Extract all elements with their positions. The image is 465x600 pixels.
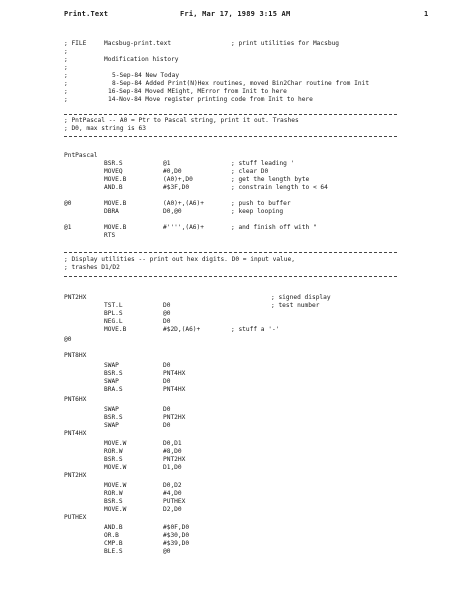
opcode: MOVE.W <box>104 506 127 513</box>
operand: (A0)+,(A6)+ <box>163 200 204 207</box>
history-entry <box>0 72 465 80</box>
opcode: SWAP <box>104 422 119 429</box>
opcode: MOVE.W <box>104 482 127 489</box>
opcode: CMP.B <box>104 540 123 547</box>
text: ; <box>64 88 68 95</box>
opcode: BSR.S <box>104 370 123 377</box>
opcode: MOVE.B <box>104 176 127 183</box>
operand: D0 <box>163 318 171 325</box>
operand: D0 <box>163 302 171 309</box>
separator-line <box>64 276 397 277</box>
code-row <box>0 472 465 480</box>
code-comment: ; push to buffer <box>231 200 291 207</box>
opcode: MOVE.B <box>104 200 127 207</box>
opcode: MOVEQ <box>104 168 123 175</box>
code-row <box>0 532 465 540</box>
text: ; <box>64 80 68 87</box>
file-label: ; FILE <box>64 40 87 47</box>
header-page-number: 1 <box>424 10 429 18</box>
opcode: BRA.S <box>104 386 123 393</box>
history-entry <box>0 80 465 88</box>
opcode: MOVE.W <box>104 464 127 471</box>
header-filename: Print.Text <box>64 10 109 18</box>
opcode: RTS <box>104 232 116 239</box>
code-row <box>0 422 465 430</box>
opcode: NEG.L <box>104 318 123 325</box>
code-row <box>0 548 465 556</box>
code-row <box>0 176 465 184</box>
operand: D1,D0 <box>163 464 182 471</box>
text: ; trashes D1/D2 <box>64 264 120 271</box>
code-row <box>0 448 465 456</box>
separator-line <box>64 136 397 137</box>
code-row <box>0 336 465 344</box>
pntpascal-label-line <box>0 152 465 160</box>
modification-title-line <box>0 56 465 64</box>
code-label: PNT4HX <box>64 430 87 437</box>
code-row <box>0 498 465 506</box>
comment-line <box>0 64 465 72</box>
opcode: OR.B <box>104 532 119 539</box>
opcode: BLE.S <box>104 548 123 555</box>
operand: PNT2HX <box>163 456 186 463</box>
separator-line <box>64 114 397 115</box>
operand: PNT4HX <box>163 386 186 393</box>
text: ; <box>64 64 68 71</box>
operand: #$2D,(A6)+ <box>163 326 201 333</box>
code-label: PNT2HX <box>64 472 87 479</box>
code-label: PNT2HX <box>64 294 87 301</box>
text: 14-Nov-84 Move register printing code from Init to here <box>108 96 313 103</box>
text: ; Display utilities -- print out hex digits. D0 = input value, <box>64 256 295 263</box>
opcode: ROR.W <box>104 490 123 497</box>
opcode: BSR.S <box>104 456 123 463</box>
code-label: @1 <box>64 224 72 231</box>
text: ; <box>64 56 68 63</box>
file-description: ; print utilities for Macsbug <box>231 40 340 47</box>
file-name: Macsbug-print.text <box>104 40 172 47</box>
history-entry <box>0 88 465 96</box>
code-comment: ; clear D0 <box>231 168 269 175</box>
code-row <box>0 396 465 404</box>
separator-line <box>64 252 397 253</box>
operand: D0 <box>163 422 171 429</box>
operand: #$39,D0 <box>163 540 190 547</box>
code-row <box>0 456 465 464</box>
file-line <box>0 40 465 48</box>
operand: D0,D1 <box>163 440 182 447</box>
code-comment: ; stuff leading ' <box>231 160 295 167</box>
code-row <box>0 540 465 548</box>
code-row <box>0 406 465 414</box>
history-entry <box>0 96 465 104</box>
modification-history-title: Modification history <box>104 56 179 63</box>
comment-line <box>0 48 465 56</box>
code-comment: ; constrain length to < 64 <box>231 184 328 191</box>
code-row <box>0 524 465 532</box>
text: 8-Sep-84 Added Print(N)Hex routines, moved Bin2Char routine from Init <box>112 80 370 87</box>
operand: (A0)+,D0 <box>163 176 193 183</box>
opcode: SWAP <box>104 362 119 369</box>
routine-label: PntPascal <box>64 152 98 159</box>
operand: #0,D0 <box>163 168 182 175</box>
code-row <box>0 378 465 386</box>
code-row <box>0 440 465 448</box>
code-comment: ; test number <box>271 302 320 309</box>
text: ; <box>64 48 68 55</box>
code-label: @0 <box>64 336 72 343</box>
operand: D0,@0 <box>163 208 182 215</box>
opcode: MOVE.B <box>104 326 127 333</box>
code-row <box>0 232 465 240</box>
operand: #8,D0 <box>163 448 182 455</box>
code-row <box>0 168 465 176</box>
operand: @0 <box>163 548 171 555</box>
code-label: PUTHEX <box>64 514 87 521</box>
opcode: SWAP <box>104 406 119 413</box>
code-row <box>0 294 465 302</box>
code-row <box>0 302 465 310</box>
header-datetime: Fri, Mar 17, 1989 3:15 AM <box>180 10 291 18</box>
operand: D2,D0 <box>163 506 182 513</box>
code-row <box>0 506 465 514</box>
code-row <box>0 430 465 438</box>
operand: @1 <box>163 160 171 167</box>
code-comment: ; get the length byte <box>231 176 310 183</box>
operand: #$0F,D0 <box>163 524 190 531</box>
code-comment: ; keep looping <box>231 208 284 215</box>
code-comment: ; signed display <box>271 294 331 301</box>
opcode: BSR.S <box>104 160 123 167</box>
opcode: DBRA <box>104 208 119 215</box>
opcode: AND.B <box>104 524 123 531</box>
code-row <box>0 482 465 490</box>
code-comment: ; and finish off with " <box>231 224 317 231</box>
code-label: @0 <box>64 200 72 207</box>
opcode: BPL.S <box>104 310 123 317</box>
code-row <box>0 160 465 168</box>
code-comment: ; stuff a '-' <box>231 326 280 333</box>
code-row <box>0 200 465 208</box>
code-row <box>0 318 465 326</box>
operand: #'''',(A6)+ <box>163 224 204 231</box>
code-row <box>0 514 465 522</box>
text: ; <box>64 96 68 103</box>
code-row <box>0 326 465 334</box>
code-row <box>0 352 465 360</box>
operand: D0 <box>163 362 171 369</box>
code-row <box>0 386 465 394</box>
code-row <box>0 362 465 370</box>
code-label: PNT8HX <box>64 352 87 359</box>
operand: PUTHEX <box>163 498 186 505</box>
code-row <box>0 184 465 192</box>
code-row <box>0 310 465 318</box>
operand: D0 <box>163 406 171 413</box>
text: ; PntPascal -- A0 = Ptr to Pascal string, print it out. Trashes <box>64 117 299 124</box>
text: 5-Sep-84 New Today <box>112 72 180 79</box>
operand: #4,D0 <box>163 490 182 497</box>
operand: D0 <box>163 378 171 385</box>
operand: #$3F,D0 <box>163 184 190 191</box>
operand: @0 <box>163 310 171 317</box>
opcode: SWAP <box>104 378 119 385</box>
operand: D0,D2 <box>163 482 182 489</box>
opcode: AND.B <box>104 184 123 191</box>
opcode: TST.L <box>104 302 123 309</box>
code-row <box>0 224 465 232</box>
opcode: ROR.W <box>104 448 123 455</box>
operand: PNT2HX <box>163 414 186 421</box>
code-row <box>0 370 465 378</box>
text: ; D0, max string is 63 <box>64 125 146 132</box>
text: ; <box>64 72 68 79</box>
opcode: BSR.S <box>104 498 123 505</box>
opcode: BSR.S <box>104 414 123 421</box>
code-row <box>0 414 465 422</box>
opcode: MOVE.B <box>104 224 127 231</box>
code-row <box>0 464 465 472</box>
operand: PNT4HX <box>163 370 186 377</box>
text: 16-Sep-84 Moved MEight, MError from Init to here <box>108 88 287 95</box>
code-row <box>0 208 465 216</box>
code-label: PNT6HX <box>64 396 87 403</box>
operand: #$30,D0 <box>163 532 190 539</box>
opcode: MOVE.W <box>104 440 127 447</box>
code-row <box>0 490 465 498</box>
